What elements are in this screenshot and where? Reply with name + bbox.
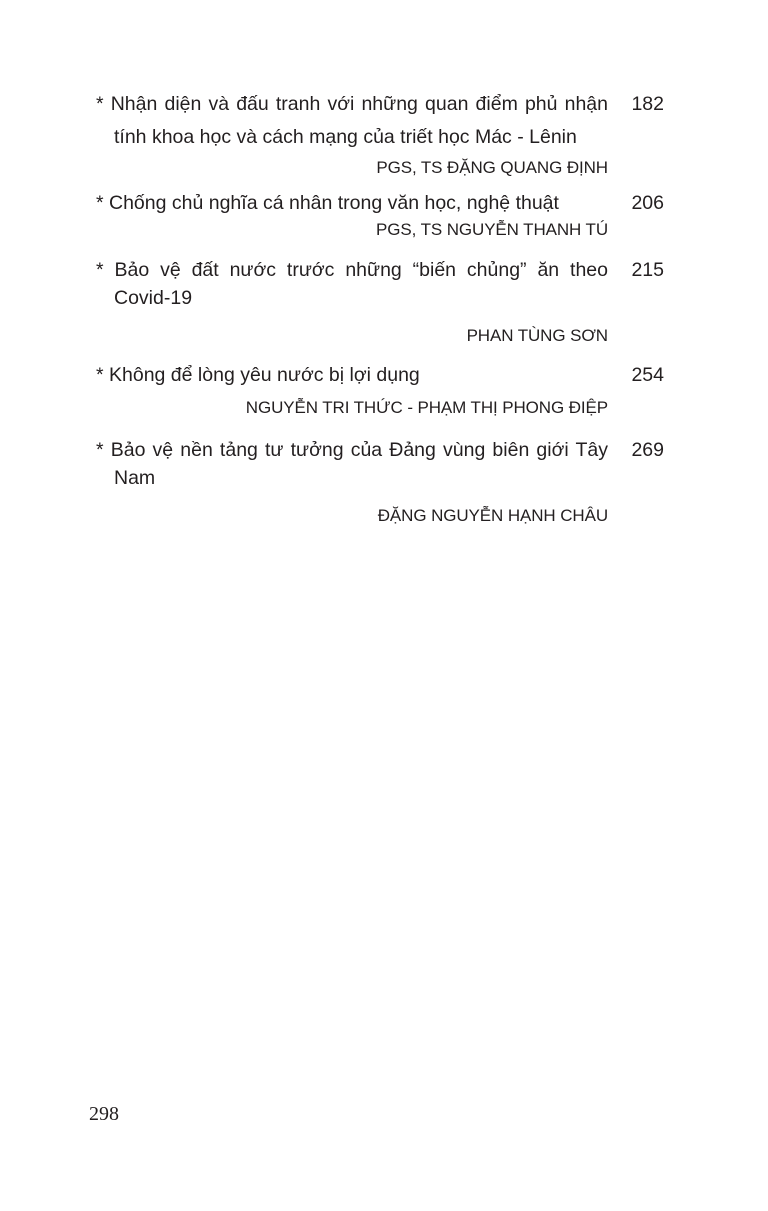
toc-entry	[96, 88, 664, 178]
toc-entry-page-number: 269	[631, 439, 664, 461]
toc-entry	[96, 256, 664, 346]
toc-entry-title: * Nhận diện và đấu tranh với những quan điểm phủ nhận tính khoa học và cách mạng của triết học Mác - Lênin	[96, 93, 608, 148]
toc-entry-author: ĐẶNG NGUYỄN HẠNH CHÂU	[377, 506, 608, 525]
toc-entry-page-number: 254	[631, 364, 664, 386]
toc-entry-title: * Bảo vệ đất nước trước những “biến chủng” ăn theo Covid-19	[96, 259, 608, 309]
toc-entry	[96, 436, 664, 526]
toc-entry-page-number: 182	[631, 93, 664, 115]
toc-entry-title: * Không để lòng yêu nước bị lợi dụng	[96, 364, 420, 386]
toc-entry-title-row	[96, 187, 664, 220]
toc-entry-author: PHAN TÙNG SƠN	[466, 326, 608, 345]
page-number-footer: 298	[89, 1103, 119, 1125]
toc-entry-title: * Chống chủ nghĩa cá nhân trong văn học, nghệ thuật	[96, 192, 559, 214]
toc-entry-author: NGUYỄN TRI THỨC - PHẠM THỊ PHONG ĐIỆP	[245, 398, 608, 417]
toc-entry-title: * Bảo vệ nền tảng tư tưởng của Đảng vùng biên giới Tây Nam	[96, 439, 608, 489]
toc-entry-page-number: 206	[631, 192, 664, 214]
toc-entry-title-row	[96, 88, 664, 154]
toc-entry-title-row	[96, 359, 664, 392]
toc-entry-title-row	[96, 436, 664, 492]
toc-entry-author: PGS, TS NGUYỄN THANH TÚ	[376, 220, 608, 239]
toc-entry	[96, 187, 664, 240]
toc-entry-page-number: 215	[631, 259, 664, 281]
toc-entry	[96, 359, 664, 418]
toc-entry-author: PGS, TS ĐẶNG QUANG ĐỊNH	[376, 158, 608, 177]
toc-entry-title-row	[96, 256, 664, 312]
